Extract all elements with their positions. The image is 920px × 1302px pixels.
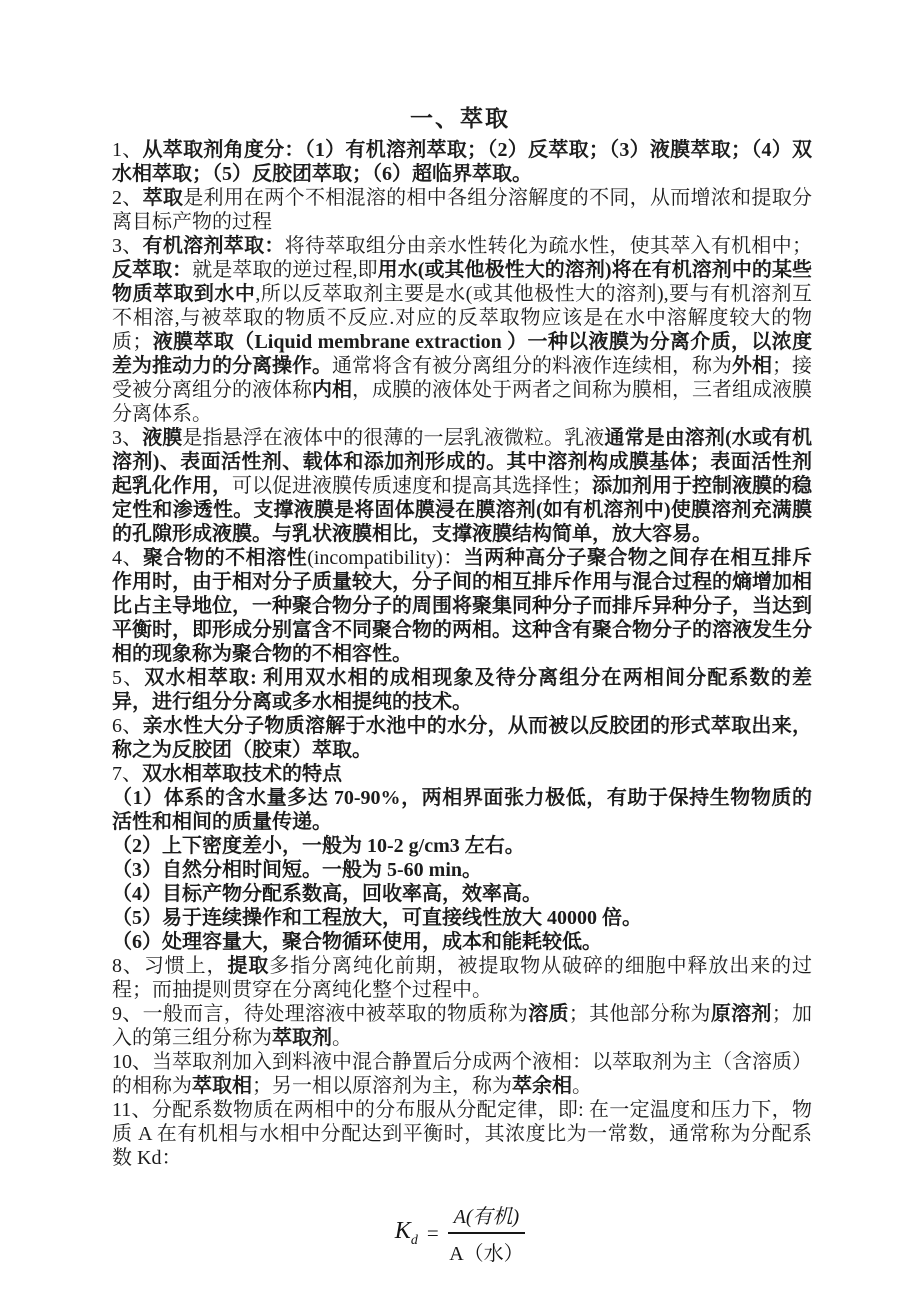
text-run: 多指分离纯化前期，被提取物从破碎的细胞中释放出来的过程；而抽提则贯穿在分离纯化整个过程中。 [112, 955, 813, 1001]
bold-run: 当两种高分子聚合物之间存在相互排斥作用时，由于相对分子质量较大，分子间的相互排斥作用与混合过程的熵增加相比占主导地位，一种聚合物分子的周围将聚集同种分子而排斥异种分子，当达到平衡时，即形成分别富含不同聚合物的两相。这种含有聚合物分子的溶液发生分相的现象称为聚合物的不相容性。 [112, 547, 813, 665]
text-run: ；加入的第三组分称为 [112, 1003, 813, 1049]
formula-denominator: A（水） [449, 1243, 524, 1265]
bold-run: 内相 [312, 379, 352, 401]
document-body [112, 138, 812, 1170]
bold-run: 双水相萃取技术的特点 [142, 763, 342, 785]
text-run: 是利用在两个不相混溶的相中各组分溶解度的不同，从而增浓和提取分离目标产物的过程 [112, 187, 813, 233]
bold-run: 亲水性大分子物质溶解于水池中的水分，从而被以反胶团的形式萃取出来，称之为反胶团（胶束）萃取。 [112, 715, 813, 761]
text-run: ；接受被分离组分的液体称 [112, 355, 812, 401]
paragraph [112, 882, 812, 906]
text-run: 7、 [112, 763, 142, 785]
bold-run: 萃取剂 [272, 1027, 332, 1049]
bold-run: 从萃取剂角度分：（1）有机溶剂萃取；（2）反萃取；（3）液膜萃取；（4）双水相萃取；（5）反胶团萃取；（6）超临界萃取。 [112, 139, 813, 185]
bold-run: 双水相萃取: [144, 667, 257, 689]
text-run: 就是萃取的逆过程,即 [192, 259, 378, 281]
text-run: 2、 [112, 187, 143, 209]
bold-run: 萃取相 [192, 1075, 252, 1097]
bold-run: 液膜萃取（Liquid membrane extraction ）一种以液膜为分离介质，以浓度差为推动力的分离操作。 [112, 331, 813, 377]
paragraph [112, 762, 812, 786]
paragraph [112, 186, 812, 234]
text-run: (incompatibility)： [307, 547, 464, 569]
text-run: 8、习惯上， [112, 955, 228, 977]
bold-run: 添加剂用于控制液膜的稳定性和渗透性。支撑液膜是将固体膜浸在膜溶剂(如有机溶剂中)使膜溶剂充满膜的孔隙形成液膜。与乳状液膜相比，支撑液膜结构简单，放大容易。 [112, 475, 812, 545]
bold-run: 聚合物的不相溶性 [143, 547, 308, 569]
bold-run: （3）自然分相时间短。一般为 5-60 min。 [112, 859, 482, 881]
bold-run: 用水(或其他极性大的溶剂)将在有机溶剂中的某些物质萃取到水中 [112, 259, 812, 305]
text-run: 1、 [112, 139, 143, 161]
text-run: 可以促进液膜传质速度和提高其选择性； [232, 475, 592, 497]
text-run: 通常将含有被分离组分的料液作连续相，称为 [332, 355, 732, 377]
text-run: ,所以反萃取剂主要是水(或其他极性大的溶剂),要与有机溶剂互不相溶,与被萃取的物质不反应.对应的反萃取物应该是在水中溶解度较大的物质； [112, 283, 813, 353]
bold-run: （1）体系的含水量多达 70-90%，两相界面张力极低，有助于保持生物物质的活性和相间的质量传递。 [112, 787, 812, 833]
text-run: 9、一般而言，待处理溶液中被萃取的物质称为 [112, 1003, 529, 1025]
bold-run: 外相 [732, 355, 772, 377]
bold-run: （5）易于连续操作和工程放大，可直接线性放大 40000 倍。 [112, 907, 642, 929]
text-run: 3、 [112, 427, 143, 449]
bold-run: 液膜 [142, 427, 183, 449]
text-run: 5、 [112, 667, 145, 689]
paragraph [112, 930, 812, 954]
formula-fraction [448, 1200, 526, 1266]
text-run: 11、分配系数物质在两相中的分布服从分配定律，即: 在一定温度和压力下，物质 A 在有机相与水相中分配达到平衡时，其浓度比为一常数，通常称为分配系数 Kd： [112, 1099, 812, 1169]
bold-run: （4）目标产物分配系数高，回收率高，效率高。 [112, 883, 542, 905]
text-run: ；其他部分称为 [568, 1003, 711, 1025]
bold-run: 利用双水相的成相现象及待分离组分在两相间分配系数的差异，进行组分分离或多水相提纯的技术。 [112, 667, 812, 713]
document-title: 一、萃取 [410, 106, 510, 131]
bold-run: 溶质 [528, 1003, 569, 1025]
bold-run: 原溶剂 [710, 1003, 772, 1025]
text-run: 6、 [112, 715, 143, 737]
paragraph [112, 834, 812, 858]
paragraph [112, 546, 812, 666]
text-run: 4、 [112, 547, 144, 569]
text-run: ，成膜的液体处于两者之间称为膜相，三者组成液膜分离体系。 [112, 379, 812, 425]
kd-formula [0, 1200, 920, 1266]
paragraph [112, 954, 812, 1002]
formula-subscript: d [410, 1232, 418, 1248]
text-run: 。 [572, 1075, 592, 1097]
bold-run: 有机溶剂萃取： [142, 235, 285, 257]
text-run: ；另一相以原溶剂为主，称为 [252, 1075, 512, 1097]
paragraph [112, 906, 812, 930]
bold-run: 通常是由溶剂(水或有机溶剂)、表面活性剂、载体和添加剂形成的。其中溶剂构成膜基体；表面活性剂起乳化作用， [112, 427, 813, 497]
paragraph [112, 234, 812, 426]
formula-equals-sign: = [426, 1220, 439, 1245]
text-run: 是指悬浮在液体中的很薄的一层乳液微粒。乳液 [182, 427, 605, 449]
paragraph [112, 858, 812, 882]
text-run: 10、当萃取剂加入到料液中混合静置后分成两个液相：以萃取剂为主（含溶质）的相称为 [112, 1051, 812, 1097]
paragraph [112, 666, 812, 714]
bold-run: （6）处理容量大，聚合物循环使用，成本和能耗较低。 [112, 931, 602, 953]
paragraph [112, 1098, 812, 1170]
bold-run: 萃取 [142, 187, 184, 209]
paragraph [112, 138, 812, 186]
bold-run: 反萃取： [112, 259, 193, 281]
text-run: 将待萃取组分由亲水性转化为疏水性，使其萃入有机相中； [284, 235, 813, 257]
text-run: 3、 [112, 235, 143, 257]
bold-run: （2）上下密度差小，一般为 10-2 g/cm3 左右。 [112, 835, 525, 857]
paragraph [112, 426, 812, 546]
bold-run: 萃余相 [512, 1075, 572, 1097]
paragraph [112, 786, 812, 834]
bold-run: 提取 [227, 955, 270, 977]
formula-numerator: A(有机) [448, 1200, 526, 1234]
paragraph [112, 714, 812, 762]
paragraph [112, 1050, 812, 1098]
paragraph [112, 1002, 812, 1050]
text-run: 。 [332, 1027, 352, 1049]
formula-symbol: $K_d$ [394, 1217, 418, 1248]
